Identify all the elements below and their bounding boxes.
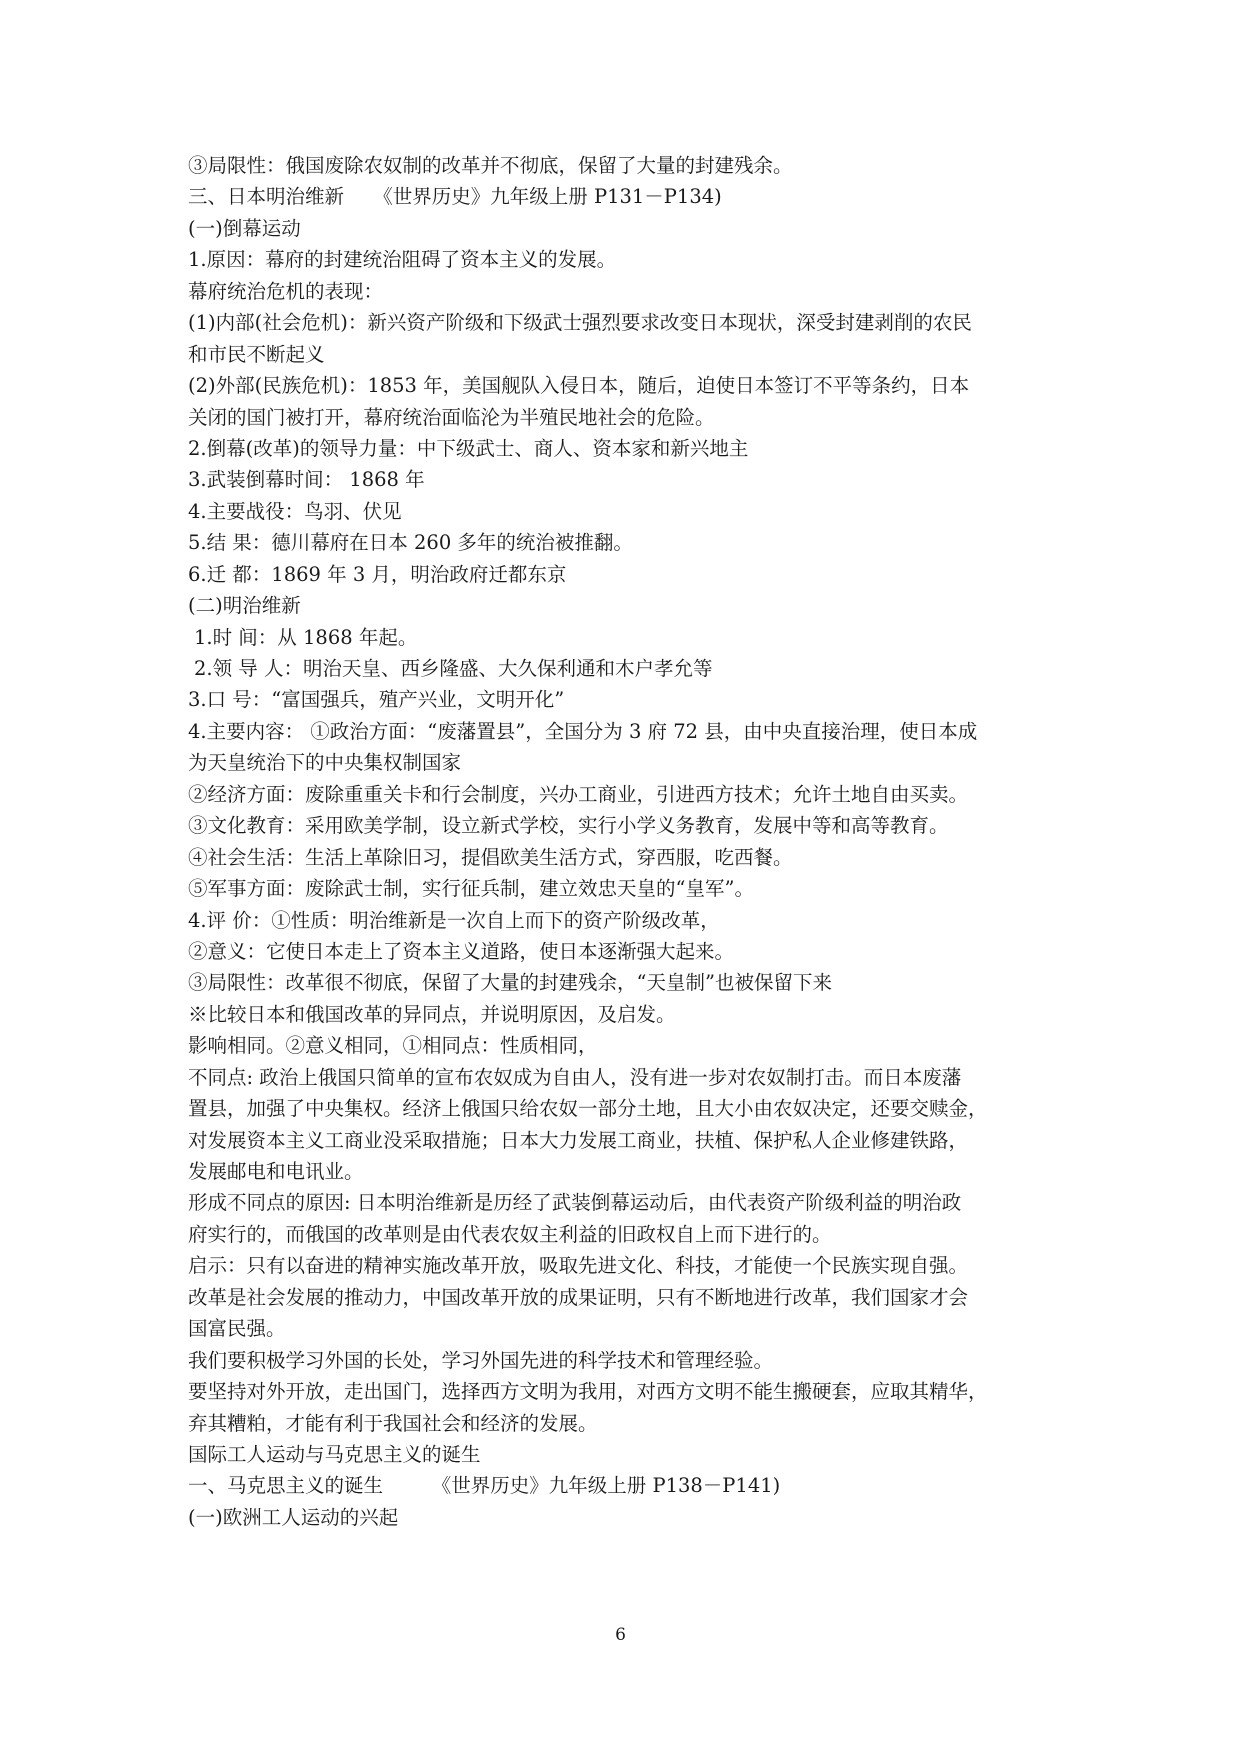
text-line: 形成不同点的原因: 日本明治维新是历经了武装倒幕运动后，由代表资产阶级利益的明治政 [188, 1191, 962, 1215]
text-line: 弃其糟粕，才能有利于我国社会和经济的发展。 [188, 1411, 598, 1435]
text-line: 国富民强。 [188, 1317, 286, 1341]
text-line: 1.原因：幕府的封建统治阻碍了资本主义的发展。 [188, 248, 617, 272]
text-line: 4.主要内容： ①政治方面：“废藩置县”，全国分为 3 府 72 县，由中央直接治理，使日本成 [188, 719, 978, 743]
text-line: 2.倒幕(改革)的领导力量：中下级武士、商人、资本家和新兴地主 [188, 436, 749, 460]
text-line: 发展邮电和电讯业。 [188, 1160, 364, 1183]
text-line: 3.口 号：“富国强兵，殖产兴业，文明开化” [188, 688, 565, 712]
text-line: 不同点: 政治上俄国只简单的宣布农奴成为自由人，没有进一步对农奴制打击。而日本废藩 [188, 1065, 962, 1089]
text-line: 我们要积极学习外国的长处，学习外国先进的科学技术和管理经验。 [188, 1348, 774, 1372]
text-line: 4.主要战役：鸟羽、伏见 [188, 499, 402, 523]
text-line: (1)内部(社会危机)：新兴资产阶级和下级武士强烈要求改变日本现状，深受封建剥削的农民 [188, 311, 972, 335]
text-line: 4.评 价：①性质：明治维新是一次自上而下的资产阶级改革， [188, 908, 720, 932]
section-heading: 一、马克思主义的诞生 《世界历史》九年级上册 P138－P141) [188, 1474, 781, 1498]
text-line: 为天皇统治下的中央集权制国家 [188, 751, 462, 775]
text-line: 2.领 导 人：明治天皇、西乡隆盛、大久保利通和木户孝允等 [194, 657, 713, 680]
subsection-heading: (一)倒幕运动 [188, 216, 301, 240]
subsection-heading: (一)欧洲工人运动的兴起 [188, 1505, 399, 1529]
text-line: ③局限性：改革很不彻底，保留了大量的封建残余，“天皇制”也被保留下来 [188, 971, 832, 995]
subsection-heading: (二)明治维新 [188, 594, 301, 618]
text-line: ※比较日本和俄国改革的异同点，并说明原因，及启发。 [188, 1002, 676, 1026]
text-line: ④社会生活：生活上革除旧习，提倡欧美生活方式，穿西服，吃西餐。 [188, 845, 793, 869]
text-line: 启示：只有以奋进的精神实施改革开放，吸取先进文化、科技，才能使一个民族实现自强。 [188, 1254, 969, 1278]
text-line: 幕府统治危机的表现： [188, 279, 384, 303]
text-line: 对发展资本主义工商业没采取措施；日本大力发展工商业，扶植、保护私人企业修建铁路， [188, 1128, 969, 1152]
text-line: 影响相同。②意义相同，①相同点：性质相同， [188, 1034, 598, 1058]
text-line: 3.武装倒幕时间： 1868 年 [188, 468, 425, 492]
text-line: ③文化教育：采用欧美学制，设立新式学校，实行小学义务教育，发展中等和高等教育。 [188, 814, 949, 838]
text-line: ③局限性：俄国废除农奴制的改革并不彻底，保留了大量的封建残余。 [188, 154, 793, 177]
text-line: ⑤军事方面：废除武士制，实行征兵制，建立效忠天皇的“皇军”。 [188, 877, 754, 901]
document-body [188, 150, 1068, 1533]
text-line: 1.时 间：从 1868 年起。 [194, 625, 418, 649]
text-line: ②经济方面：废除重重关卡和行会制度，兴办工商业，引进西方技术；允许土地自由买卖。 [188, 782, 969, 806]
section-heading: 三、日本明治维新 《世界历史》九年级上册 P131－P134) [188, 185, 722, 209]
text-line: 6.迁 都：1869 年 3 月，明治政府迁都东京 [188, 562, 567, 586]
chapter-heading: 国际工人运动与马克思主义的诞生 [188, 1442, 481, 1466]
text-line: 置县，加强了中央集权。经济上俄国只给农奴一部分土地，且大小由农奴决定，还要交赎金， [188, 1097, 988, 1121]
page-number: 6 [615, 1625, 626, 1645]
text-line: (2)外部(民族危机)：1853 年，美国舰队入侵日本，随后，迫使日本签订不平等条约，日本 [188, 374, 970, 398]
text-line: 要坚持对外开放，走出国门，选择西方文明为我用，对西方文明不能生搬硬套，应取其精华， [188, 1380, 988, 1404]
text-line: ②意义：它使日本走上了资本主义道路，使日本逐渐强大起来。 [188, 939, 735, 963]
text-line: 改革是社会发展的推动力，中国改革开放的成果证明，只有不断地进行改革，我们国家才会 [188, 1285, 969, 1309]
text-line: 关闭的国门被打开，幕府统治面临沦为半殖民地社会的危险。 [188, 405, 715, 429]
text-line: 府实行的，而俄国的改革则是由代表农奴主利益的旧政权自上而下进行的。 [188, 1222, 832, 1246]
text-line: 和市民不断起义 [188, 342, 325, 366]
text-line: 5.结 果：德川幕府在日本 260 多年的统治被推翻。 [188, 531, 633, 555]
